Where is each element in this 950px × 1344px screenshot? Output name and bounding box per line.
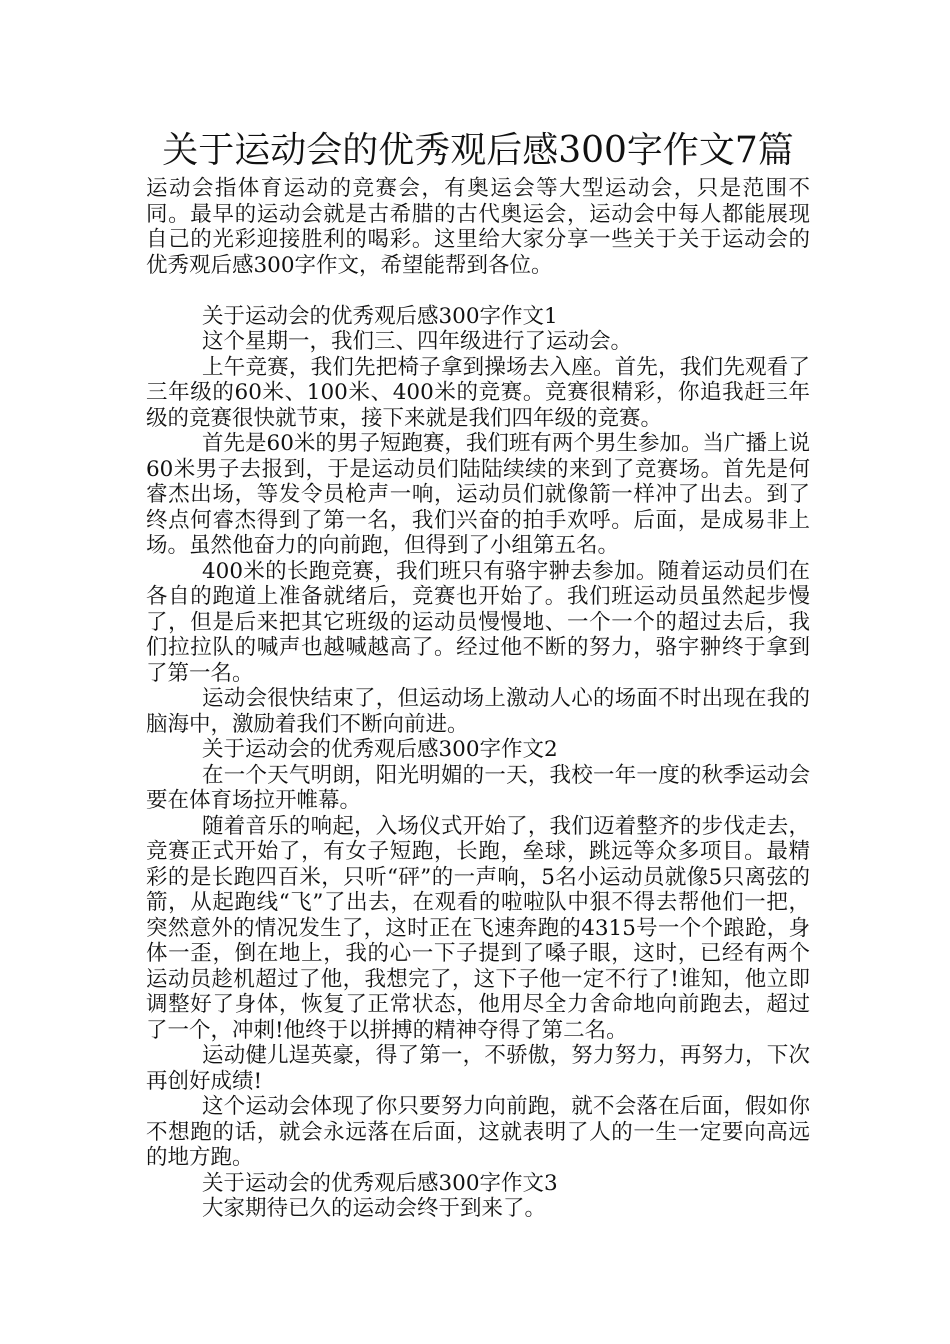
intro-paragraph: 运动会指体育运动的竞赛会，有奥运会等大型运动会，只是范围不同。最早的运动会就是古希腊的古代奥运会，运动会中每人都能展现自己的光彩迎接胜利的喝彩。这里给大家分享一些关于关于运动会的优秀观后感300字作文，希望能帮到各位。 bbox=[146, 176, 810, 278]
body-paragraph: 运动健儿逞英豪，得了第一，不骄傲，努力努力，再努力，下次再创好成绩! bbox=[146, 1043, 810, 1094]
section-heading-2: 关于运动会的优秀观后感300字作文2 bbox=[202, 737, 558, 762]
body-paragraph: 400米的长跑竞赛，我们班只有骆宇翀去参加。随着运动员们在各自的跑道上准备就绪后，竞赛也开始了。我们班运动员虽然起步慢了，但是后来把其它班级的运动员慢慢地、一个一个的超过去后，我们拉拉队的喊声也越喊越高了。经过他不断的努力，骆宇翀终于拿到了第一名。 bbox=[146, 558, 810, 686]
body-paragraph: 这个星期一，我们三、四年级进行了运动会。 bbox=[202, 329, 633, 354]
document-page bbox=[146, 128, 810, 1222]
body-paragraph: 大家期待已久的运动会终于到来了。 bbox=[202, 1196, 547, 1221]
body-paragraph: 首先是60米的男子短跑赛，我们班有两个男生参加。当广播上说60米男子去报到，于是运动员们陆陆续续的来到了竞赛场。首先是何睿杰出场，等发令员枪声一响，运动员们就像箭一样冲了出去。到了终点何睿杰得到了第一名，我们兴奋的拍手欢呼。后面，是成易非上场。虽然他奋力的向前跑，但得到了小组第五名。 bbox=[146, 431, 810, 558]
body-paragraph: 运动会很快结束了，但运动场上激动人心的场面不时出现在我的脑海中，激励着我们不断向前进。 bbox=[146, 686, 810, 737]
section-heading-3: 关于运动会的优秀观后感300字作文3 bbox=[202, 1170, 558, 1196]
body-paragraph: 这个运动会体现了你只要努力向前跑，就不会落在后面，假如你不想跑的话，就会永远落在后面，这就表明了人的一生一定要向高远的地方跑。 bbox=[146, 1094, 810, 1170]
body-paragraph: 随着音乐的响起，入场仪式开始了，我们迈着整齐的步伐走去，竞赛正式开始了，有女子短跑，长跑，垒球，跳远等众多项目。最精彩的是长跑四百米，只听“砰”的一声响，5名小运动员就像5只离弦的箭，从起跑线“飞”了出去，在观看的啦啦队中狠不得去帮他们一把，突然意外的情况发生了，这时正在飞速奔跑的4315号一个个踉跄，身体一歪，倒在地上，我的心一下子提到了嗓子眼，这时，已经有两个运动员趁机超过了他，我想完了，这下子他一定不行了!谁知，他立即调整好了身体，恢复了正常状态，他用尽全力舍命地向前跑去，超过了一个，冲刺!他终于以拼搏的精神夺得了第二名。 bbox=[146, 813, 810, 1043]
document-title: 关于运动会的优秀观后感300字作文7篇 bbox=[162, 130, 794, 171]
section-heading-1: 关于运动会的优秀观后感300字作文1 bbox=[202, 303, 558, 329]
body-paragraph: 上午竞赛，我们先把椅子拿到操场去入座。首先，我们先观看了三年级的60米、100米、400米的竞赛。竞赛很精彩，你追我赶三年级的竞赛很快就节束，接下来就是我们四年级的竞赛。 bbox=[146, 354, 810, 431]
body-paragraph: 在一个天气明朗，阳光明媚的一天，我校一年一度的秋季运动会要在体育场拉开帷幕。 bbox=[146, 762, 810, 813]
